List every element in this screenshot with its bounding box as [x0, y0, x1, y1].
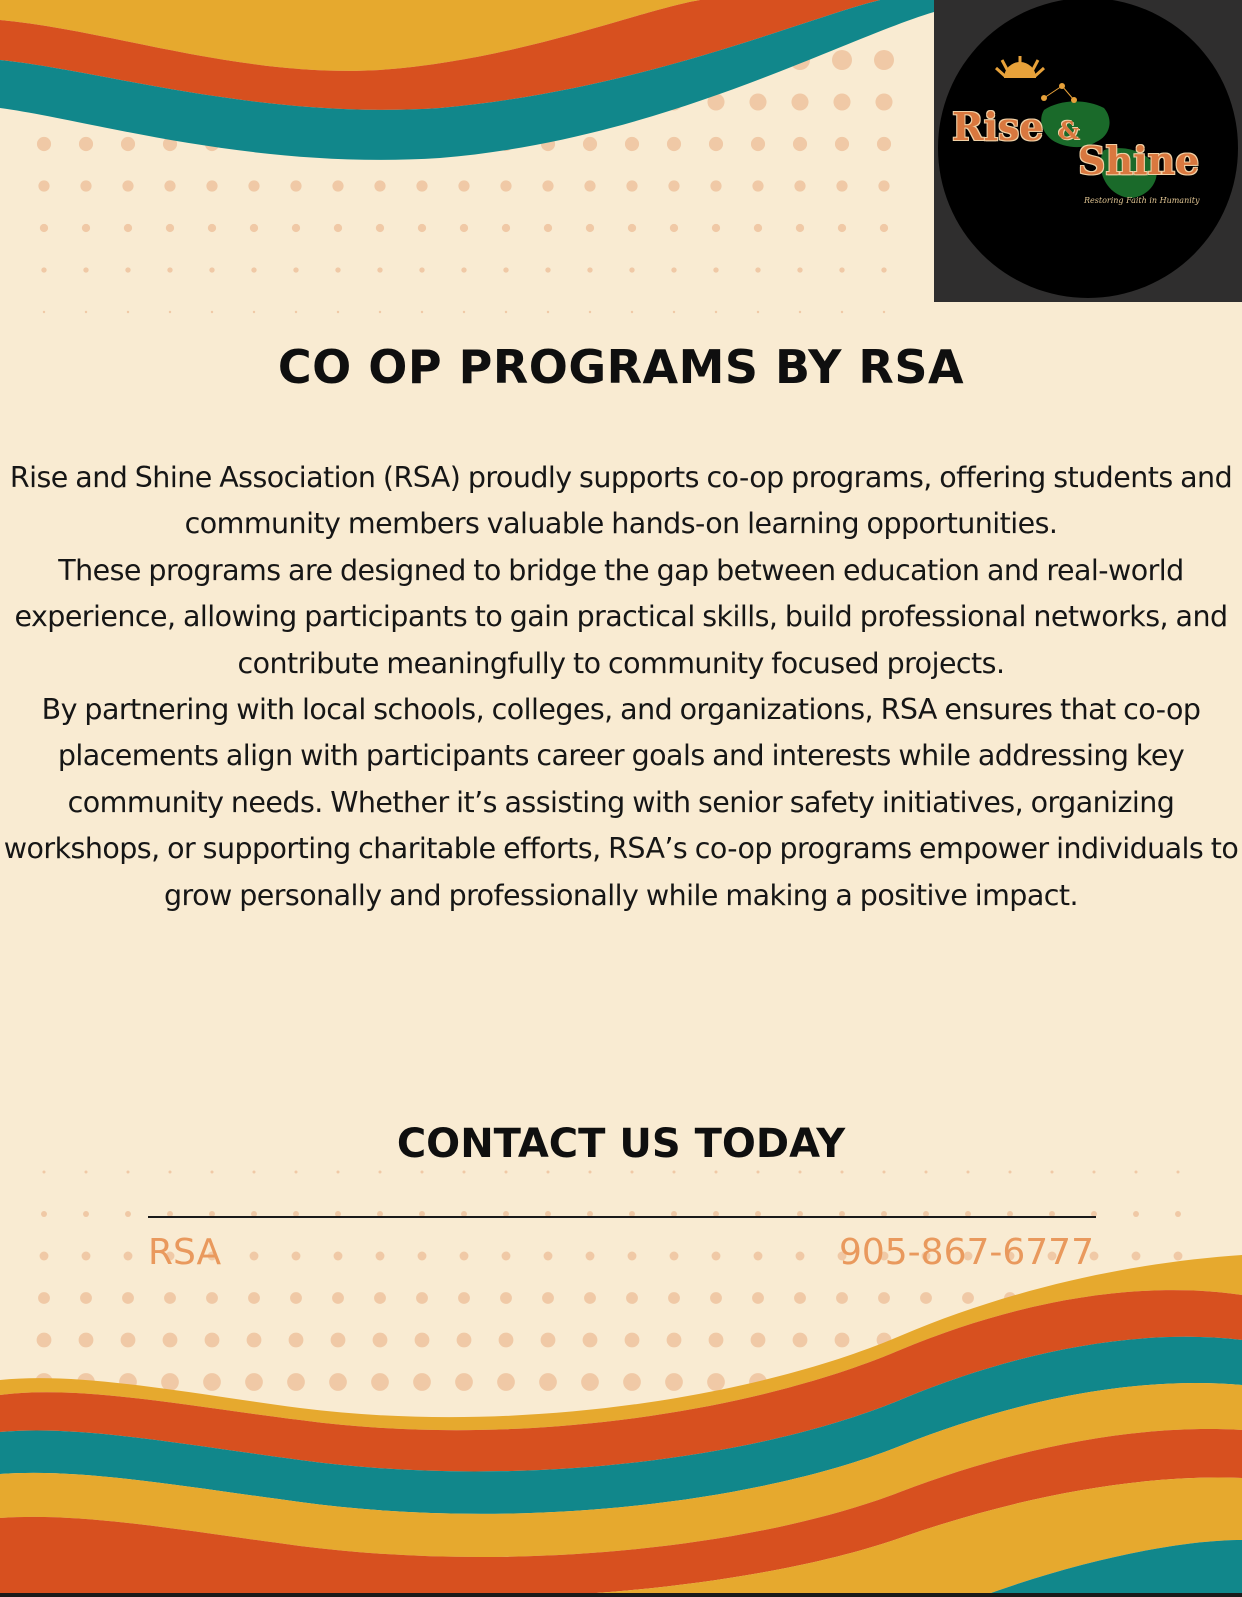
logo-word-rise: Rise: [952, 104, 1044, 149]
bottom-wave-stripes: [0, 1255, 1242, 1597]
contact-organization: RSA: [148, 1232, 222, 1273]
rise-and-shine-logo: [934, 0, 1242, 302]
logo-wordmark: [952, 100, 1234, 190]
body-paragraph-partners: By partnering with local schools, colleges, and organizations, RSA ensures that co-op placements align with participants career goals and interests while addressing key community needs. Whether it’s assisting with senior safety initiatives, organizing workshops, or supporting charitable efforts, RSA’s co-op programs empower individuals to grow personally and professionally while making a positive impact.: [3, 693, 1239, 912]
contact-heading: CONTACT US TODAY: [396, 1121, 846, 1167]
logo-ampersand: &: [1058, 116, 1080, 145]
body-paragraph-intro: Rise and Shine Association (RSA) proudly supports co-op programs, offering students and community members valuable hands-on learning opportunities.: [9, 461, 1233, 541]
logo-word-shine: Shine: [1078, 138, 1200, 183]
contact-phone[interactable]: 905-867-6777: [838, 1232, 1094, 1273]
top-wave-stripes: [0, 0, 934, 160]
body-paragraph-purpose: These programs are designed to bridge the gap between education and real-world experience, allowing participants to gain practical skills, build professional networks, and contribute meaningfully to community focused projects.: [14, 553, 1228, 680]
logo-tagline: Restoring Faith in Humanity: [1084, 196, 1200, 205]
contact-divider: [148, 1216, 1096, 1218]
page-title: CO OP PROGRAMS BY RSA: [277, 340, 965, 394]
body-text: [0, 455, 1242, 919]
